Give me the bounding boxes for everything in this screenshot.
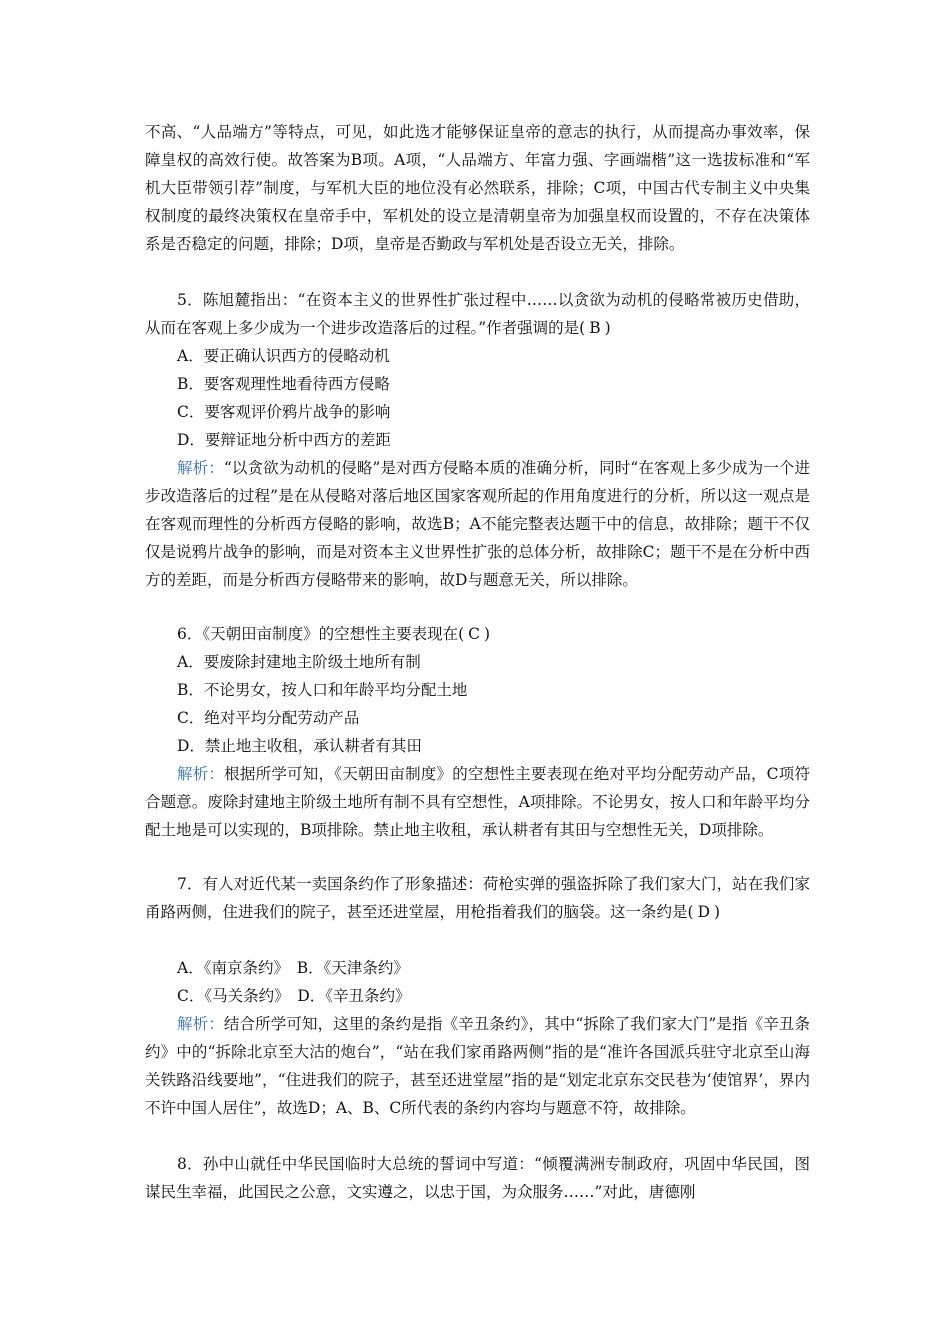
question-6-analysis-text: 根据所学可知，《天朝田亩制度》的空想性主要表现在绝对平均分配劳动产品，C项符合题意。废除封建地主阶级土地所有制不具有空想性，A项排除。不论男女，按人口和年龄平均分配土地是可以实现的，B项排除。禁止地主收租，承认耕者有其田与空想性无关，D项排除。	[145, 765, 810, 839]
question-6-option-a: A．要废除封建地主阶级土地所有制	[177, 653, 421, 671]
question-6-answer: C	[468, 625, 481, 643]
analysis-label: 解析：	[177, 459, 224, 477]
question-7-options-row-1: A．《南京条约》 B．《天津条约》	[177, 959, 409, 977]
question-7-options-row-2: C．《马关条约》 D．《辛丑条约》	[177, 987, 411, 1005]
question-6-text: 6．《天朝田亩制度》的空想性主要表现在(	[177, 625, 465, 643]
question-6-option-d: D．禁止地主收租，承认耕者有其田	[177, 737, 422, 755]
question-7-analysis	[145, 1010, 810, 1122]
question-6-option-b: B．不论男女，按人口和年龄平均分配土地	[177, 681, 468, 699]
question-6-close: )	[484, 625, 491, 643]
analysis-label: 解析：	[177, 765, 225, 783]
question-5-option-c: C．要客观评价鸦片战争的影响	[177, 403, 391, 421]
question-5-option-b: B．要客观理性地看待西方侵略	[177, 375, 390, 393]
question-5-answer: B	[589, 319, 601, 337]
analysis-label: 解析：	[177, 1015, 224, 1033]
intro-analysis-paragraph: 不高、“人品端方”等特点，可见，如此选才能够保证皇帝的意志的执行，从而提高办事效率，保障皇权的高效行使。故答案为B项。A项，“人品端方、年富力强、字画端楷”这一选拔标准和“军机大臣带领引荐”制度，与军机大臣的地位没有必然联系，排除；C项，中国古代专制主义中央集权制度的最终决策权在皇帝手中，军机处的设立是清朝皇帝为加强皇权而设置的，不存在决策体系是否稳定的问题，排除；D项，皇帝是否勤政与军机处是否设立无关，排除。	[145, 123, 810, 253]
question-5-analysis	[145, 454, 810, 594]
question-5-option-d: D．要辩证地分析中西方的差距	[177, 431, 391, 449]
question-5-text: 5．陈旭麓指出：“在资本主义的世界性扩张过程中……以贪欲为动机的侵略常被历史借助，从而在客观上多少成为一个进步改造落后的过程。”作者强调的是(	[145, 291, 810, 337]
question-7-stem	[145, 870, 810, 926]
question-5-analysis-text: “以贪欲为动机的侵略”是对西方侵略本质的准确分析，同时“在客观上多少成为一个进步改造落后的过程”是在从侵略对落后地区国家客观所起的作用角度进行的分析，所以这一观点是在客观而理性的分析西方侵略的影响，故选B；A不能完整表达题干中的信息，故排除；题干不仅仅是说鸦片战争的影响，而是对资本主义世界性扩张的总体分析，故排除C；题干不是在分析中西方的差距，而是分析西方侵略带来的影响，故D与题意无关，所以排除。	[145, 459, 810, 589]
question-7-text: 7．有人对近代某一卖国条约作了形象描述：荷枪实弹的强盗拆除了我们家大门，站在我们家甬路两侧，住进我们的院子，甚至还进堂屋，用枪指着我们的脑袋。这一条约是(	[145, 875, 810, 921]
question-6-analysis	[145, 760, 810, 844]
question-7-answer: D	[697, 903, 710, 921]
question-5-option-a: A．要正确认识西方的侵略动机	[177, 347, 390, 365]
question-7-close: )	[714, 903, 721, 921]
question-8-stem: 8．孙中山就任中华民国临时大总统的誓词中写道：“倾覆满洲专制政府，巩固中华民国，图谋民生幸福，此国民之公意，文实遵之，以忠于国，为众服务……”对此，唐德刚	[145, 1155, 810, 1201]
question-5-stem	[145, 286, 810, 342]
question-6-option-c: C．绝对平均分配劳动产品	[177, 709, 360, 727]
question-6-stem	[145, 620, 810, 648]
question-5-close: )	[604, 319, 611, 337]
question-7-analysis-text: 结合所学可知，这里的条约是指《辛丑条约》，其中“拆除了我们家大门”是指《辛丑条约》中的“拆除北京至大沽的炮台”，“站在我们家甬路两侧”指的是“准许各国派兵驻守北京至山海关铁路沿线要地”，“住进我们的院子，甚至还进堂屋”指的是“划定北京东交民巷为‘使馆界’，界内不许中国人居住”，故选D；A、B、C所代表的条约内容均与题意不符，故排除。	[145, 1015, 810, 1117]
